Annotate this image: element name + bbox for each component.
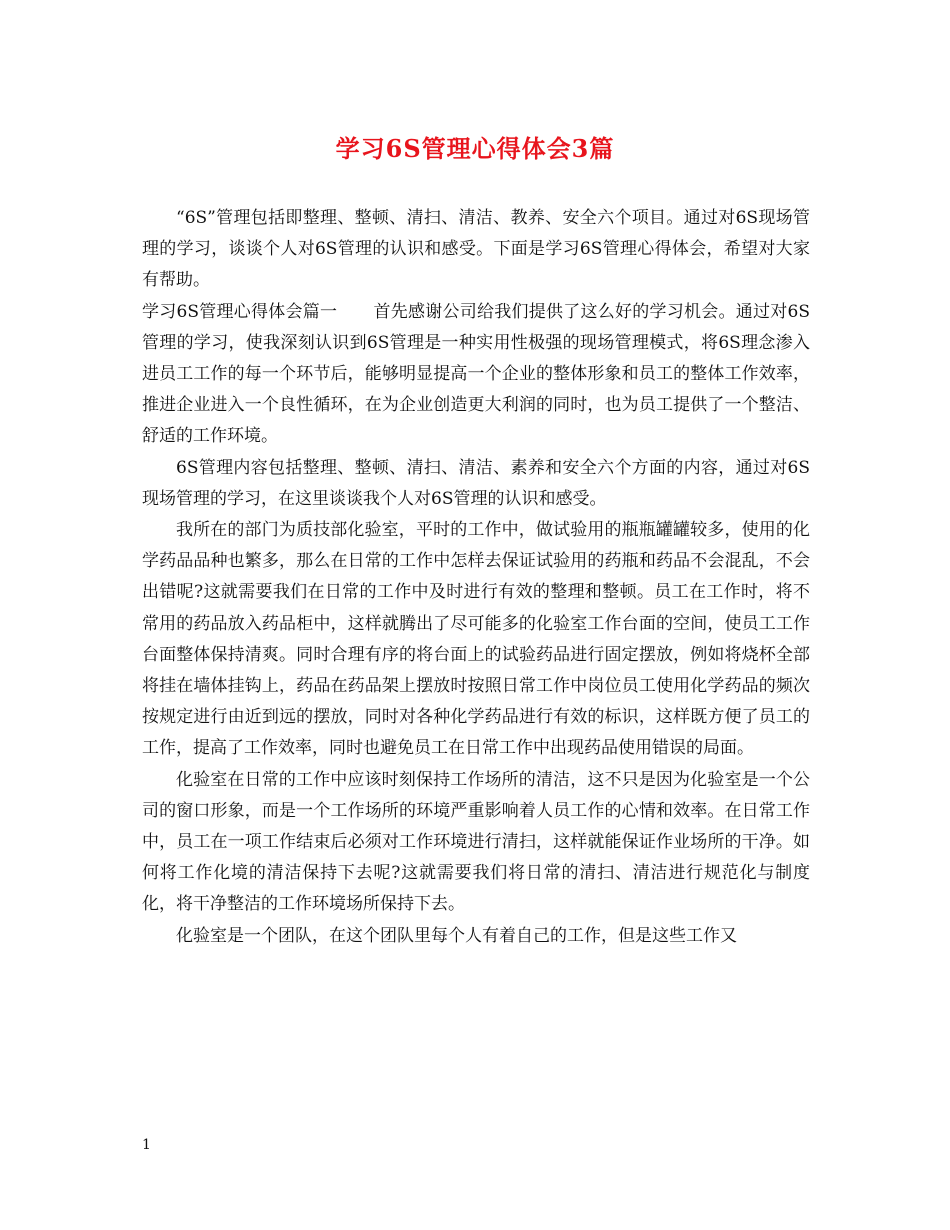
section-text: 首先感谢公司给我们提供了这么好的学习机会。通过对6S管理的学习，使我深刻认识到6S管理是一种实用性极强的现场管理模式，将6S理念渗入进员工工作的每一个环节后，能够明显提高一个企业的整体形象和员工的整体工作效率，推进企业进入一个良性循环，在为企业创造更大利润的同时，也为员工提供了一个整洁、舒适的工作环境。: [142, 301, 810, 447]
content-paragraph-4: 化验室是一个团队，在这个团队里每个人有着自己的工作，但是这些工作又: [176, 925, 737, 946]
section-one-paragraph: [142, 297, 810, 453]
content-paragraph-3: 化验室在日常的工作中应该时刻保持工作场所的清洁，这不只是因为化验室是一个公司的窗口形象，而是一个工作场所的环境严重影响着人员工作的心情和效率。在日常工作中，员工在一项工作结束后必须对工作环境进行清扫，这样就能保证作业场所的干净。如何将工作化境的清洁保持下去呢?这就需要我们将日常的清扫、清洁进行规范化与制度化，将干净整洁的工作环境场所保持下去。: [142, 769, 810, 915]
document-body: [142, 203, 810, 952]
section-heading: 学习6S管理心得体会篇一: [142, 301, 338, 322]
intro-paragraph: “6S”管理包括即整理、整顿、清扫、清洁、教养、安全六个项目。通过对6S现场管理的学习，谈谈个人对6S管理的认识和感受。下面是学习6S管理心得体会，希望对大家有帮助。: [142, 208, 810, 291]
document-title: 学习6S管理心得体会3篇: [335, 134, 615, 163]
page-number: 1: [142, 1137, 151, 1153]
content-paragraph-1: 6S管理内容包括整理、整顿、清扫、清洁、素养和安全六个方面的内容，通过对6S现场管理的学习，在这里谈谈我个人对6S管理的认识和感受。: [142, 457, 810, 509]
content-paragraph-2: 我所在的部门为质技部化验室，平时的工作中，做试验用的瓶瓶罐罐较多，使用的化学药品品种也繁多，那么在日常的工作中怎样去保证试验用的药瓶和药品不会混乱，不会出错呢?这就需要我们在日常的工作中及时进行有效的整理和整顿。员工在工作时，将不常用的药品放入药品柜中，这样就腾出了尽可能多的化验室工作台面的空间，使员工工作台面整体保持清爽。同时合理有序的将台面上的试验药品进行固定摆放，例如将烧杯全部将挂在墙体挂钩上，药品在药品架上摆放时按照日常工作中岗位员工使用化学药品的频次按规定进行由近到远的摆放，同时对各种化学药品进行有效的标识，这样既方便了员工的工作，提高了工作效率，同时也避免员工在日常工作中出现药品使用错误的局面。: [142, 520, 810, 759]
